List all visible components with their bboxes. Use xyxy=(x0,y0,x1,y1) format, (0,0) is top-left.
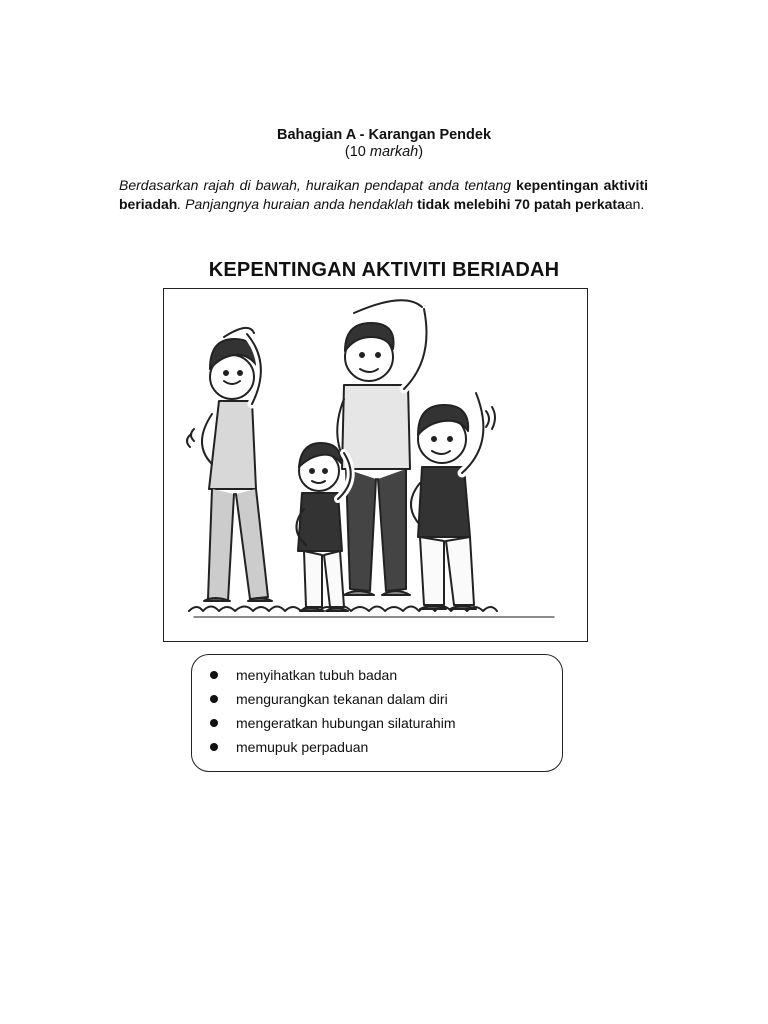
instruction-paragraph xyxy=(119,176,648,214)
list-item xyxy=(210,735,562,759)
bullet-icon xyxy=(210,719,218,727)
family-stretching-illustration-icon xyxy=(164,289,586,640)
point-label: memupuk perpaduan xyxy=(236,739,369,755)
list-item xyxy=(210,687,562,711)
instruction-part-5: an. xyxy=(624,196,645,212)
point-label: mengurangkan tekanan dalam diri xyxy=(236,691,448,707)
instruction-topic: kepentingan aktiviti beriadah xyxy=(119,177,648,212)
section-heading xyxy=(0,127,768,161)
bullet-icon xyxy=(210,743,218,751)
instruction-part-1: Berdasarkan rajah di bawah, huraikan pendapat anda tentang xyxy=(119,177,517,193)
bullet-icon xyxy=(210,671,218,679)
family-exercise-illustration xyxy=(163,288,588,642)
points-box xyxy=(191,654,563,772)
section-title: Bahagian A - Karangan Pendek xyxy=(276,127,492,143)
point-label: menyihatkan tubuh badan xyxy=(236,667,398,683)
marks-line xyxy=(0,144,768,161)
points-list xyxy=(192,655,562,759)
bullet-icon xyxy=(210,695,218,703)
picture-title: KEPENTINGAN AKTIVITI BERIADAH xyxy=(208,259,560,281)
instruction-word-limit: tidak melebihi 70 patah perkata xyxy=(417,196,625,212)
list-item xyxy=(210,663,562,687)
point-label: mengeratkan hubungan silaturahim xyxy=(236,715,456,731)
list-item xyxy=(210,711,562,735)
marks-open: (10 xyxy=(344,144,370,160)
instruction-part-3: . Panjangnya huraian anda hendaklah xyxy=(177,196,418,212)
marks-close: ) xyxy=(418,144,424,160)
marks-word: markah xyxy=(369,144,419,160)
